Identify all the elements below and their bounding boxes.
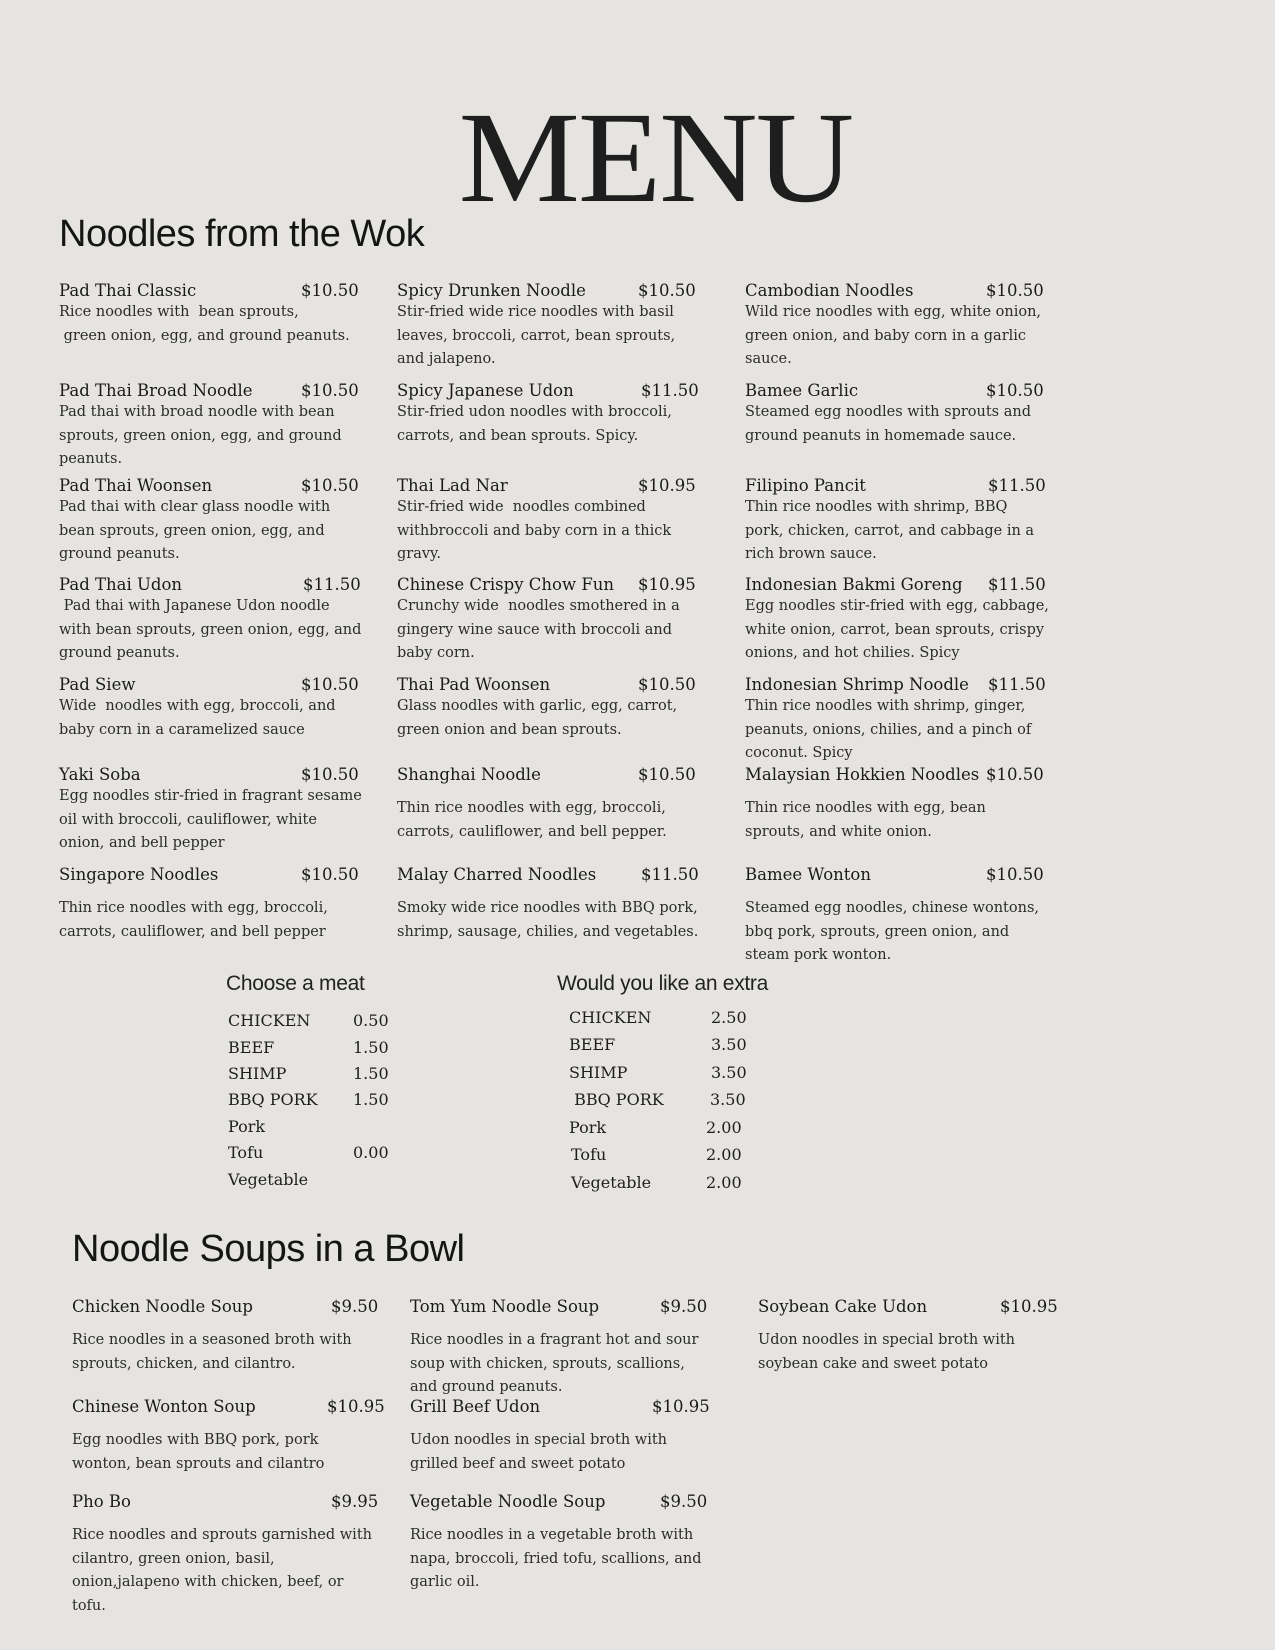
item-description-line: carrots, cauliflower, and bell pepper [59,923,326,940]
item-price: $9.50 [660,1492,708,1511]
item-name: Indonesian Bakmi Goreng [745,575,963,594]
item-description-line: pork, chicken, carrot, and cabbage in a [745,522,1035,539]
item-description-line: Egg noodles stir-fried in fragrant sesame [59,788,362,804]
item-description-line: napa, broccoli, fried tofu, scallions, and [410,1550,702,1567]
item-name: Spicy Drunken Noodle [397,281,586,300]
item-description-line: ground peanuts. [59,546,180,562]
item-description-line: Stir-fried wide rice noodles with basil [397,304,674,320]
item-description-line: garlic oil. [410,1574,480,1590]
option-price: 2.00 [706,1145,742,1164]
item-description-line: leaves, broccoli, carrot, bean sprouts, [397,327,676,344]
item-description-line: ground peanuts. [59,645,180,661]
item-description-line: carrots, and bean sprouts. Spicy. [397,427,639,444]
item-description-line: Wide noodles with egg, broccoli, and [59,698,336,714]
item-description-line: coconut. Spicy [745,745,853,761]
item-description-line: green onion, and baby corn in a garlic [745,327,1027,344]
item-description-line: Rice noodles in a vegetable broth with [410,1527,694,1543]
item-description-line: sprouts, green onion, egg, and ground [59,427,342,444]
option-price: 1.50 [353,1064,389,1083]
section-title-soups: Noodle Soups in a Bowl [72,1228,465,1270]
option-name: Vegetable [571,1173,652,1192]
item-description-line: grilled beef and sweet potato [410,1455,626,1472]
item-description-line: rich brown sauce. [745,546,877,562]
item-name: Grill Beef Udon [410,1397,541,1416]
item-price: $10.50 [986,865,1044,884]
item-description-line: peanuts, onions, chilies, and a pinch of [745,721,1032,738]
item-name: Singapore Noodles [59,865,219,884]
option-price: 2.00 [706,1173,742,1192]
item-name: Chicken Noodle Soup [72,1297,253,1316]
item-name: Vegetable Noodle Soup [410,1492,606,1511]
option-name: CHICKEN [569,1008,652,1027]
item-description-line: baby corn. [397,645,475,661]
option-price: 2.00 [706,1118,742,1137]
item-description-line: Udon noodles in special broth with [758,1332,1015,1348]
item-description-line: soup with chicken, sprouts, scallions, [410,1355,685,1372]
item-name: Spicy Japanese Udon [397,381,574,400]
item-description-line: Smoky wide rice noodles with BBQ pork, [397,900,698,916]
item-price: $11.50 [988,476,1046,495]
item-description-line: onions, and hot chilies. Spicy [745,645,960,661]
item-description-line: withbroccoli and baby corn in a thick [397,522,672,539]
item-name: Soybean Cake Udon [758,1297,928,1316]
item-price: $10.95 [327,1397,385,1416]
item-name: Shanghai Noodle [397,765,541,784]
item-price: $10.50 [986,765,1044,784]
item-description-line: shrimp, sausage, chilies, and vegetables. [397,923,699,940]
option-name: SHIMP [228,1064,287,1083]
item-price: $10.50 [301,476,359,495]
item-price: $11.50 [303,575,361,594]
item-description-line: Crunchy wide noodles smothered in a [397,598,680,614]
item-description-line: Pad thai with Japanese Udon noodle [59,598,330,614]
item-price: $10.95 [638,575,696,594]
item-name: Bamee Garlic [745,381,859,400]
item-name: Pad Siew [59,675,136,694]
section-title-wok: Noodles from the Wok [59,213,425,255]
item-description-line: Rice noodles with bean sprouts, [59,304,299,320]
item-name: Indonesian Shrimp Noodle [745,675,969,694]
item-description-line: Steamed egg noodles with sprouts and [745,404,1031,420]
item-description-line: Glass noodles with garlic, egg, carrot, [397,698,678,714]
item-name: Yaki Soba [59,765,141,784]
option-name: CHICKEN [228,1011,311,1030]
item-description-line: Egg noodles with BBQ pork, pork [72,1432,319,1448]
option-name: BEEF [228,1038,275,1057]
item-description-line: wonton, bean sprouts and cilantro [72,1455,325,1472]
item-price: $10.50 [301,675,359,694]
option-name: Pork [228,1117,266,1136]
item-description-line: ground peanuts in homemade sauce. [745,427,1017,444]
meat-choice-title: Choose a meat [226,972,365,995]
item-description-line: white onion, carrot, bean sprouts, crispy [745,621,1045,638]
item-price: $10.95 [652,1397,710,1416]
item-price: $9.50 [660,1297,708,1316]
item-description-line: Rice noodles and sprouts garnished with [72,1527,372,1543]
item-description-line: steam pork wonton. [745,947,892,963]
option-price: 1.50 [353,1090,389,1109]
item-name: Thai Pad Woonsen [397,675,551,694]
option-name: BBQ PORK [569,1090,664,1109]
item-price: $10.50 [638,765,696,784]
item-name: Malaysian Hokkien Noodles [745,765,980,784]
item-name: Thai Lad Nar [397,476,508,495]
item-price: $10.50 [638,281,696,300]
item-price: $10.50 [301,281,359,300]
item-price: $11.50 [988,675,1046,694]
item-price: $11.50 [641,381,699,400]
option-name: SHIMP [569,1063,628,1082]
item-price: $10.50 [986,281,1044,300]
item-description-line: Thin rice noodles with egg, broccoli, [59,900,328,916]
option-price: 0.50 [353,1011,389,1030]
item-name: Filipino Pancit [745,476,866,495]
item-description-line: onion, and bell pepper [59,835,225,851]
item-price: $11.50 [988,575,1046,594]
item-name: Malay Charred Noodles [397,865,597,884]
option-name: Pork [569,1118,607,1137]
item-name: Pad Thai Classic [59,281,197,300]
item-description-line: baby corn in a caramelized sauce [59,721,305,738]
item-description-line: Wild rice noodles with egg, white onion, [745,304,1042,320]
option-price: 2.50 [711,1008,747,1027]
item-description-line: Thin rice noodles with egg, bean [745,800,986,816]
item-price: $10.50 [986,381,1044,400]
option-price: 0.00 [353,1143,389,1162]
option-price: 3.50 [710,1090,746,1109]
item-description-line: Pad thai with broad noodle with bean [59,404,335,420]
item-name: Chinese Crispy Chow Fun [397,575,615,594]
item-description-line: peanuts. [59,451,123,467]
option-name: Tofu [228,1143,264,1162]
item-description-line: Thin rice noodles with egg, broccoli, [397,800,666,816]
item-name: Tom Yum Noodle Soup [410,1297,600,1316]
option-name: Tofu [571,1145,607,1164]
item-description-line: Thin rice noodles with shrimp, ginger, [745,698,1026,714]
item-name: Chinese Wonton Soup [72,1397,256,1416]
item-description-line: and jalapeno. [397,351,496,367]
option-name: BBQ PORK [228,1090,318,1109]
item-name: Pad Thai Udon [59,575,183,594]
item-description-line: Rice noodles in a fragrant hot and sour [410,1332,699,1348]
item-description-line: green onion and bean sprouts. [397,721,622,738]
option-price: 3.50 [711,1035,747,1054]
item-description-line: sprouts, and white onion. [745,823,932,840]
item-price: $10.95 [1000,1297,1058,1316]
item-description-line: Pad thai with clear glass noodle with [59,499,331,515]
item-price: $10.50 [638,675,696,694]
menu-title: MENU [458,86,853,230]
item-description-line: Steamed egg noodles, chinese wontons, [745,900,1039,916]
option-price: 1.50 [353,1038,389,1057]
item-description-line: tofu. [72,1597,106,1614]
item-name: Cambodian Noodles [745,281,914,300]
item-price: $11.50 [641,865,699,884]
item-description-line: and ground peanuts. [410,1379,563,1395]
item-name: Pho Bo [72,1492,131,1511]
item-name: Pad Thai Broad Noodle [59,381,253,400]
item-price: $10.50 [301,865,359,884]
item-description-line: Thin rice noodles with shrimp, BBQ [745,499,1008,515]
item-price: $10.50 [301,381,359,400]
item-description-line: Udon noodles in special broth with [410,1432,667,1448]
item-description-line: with bean sprouts, green onion, egg, and [59,621,362,638]
item-description-line: Stir-fried udon noodles with broccoli, [397,404,672,420]
item-description-line: soybean cake and sweet potato [758,1355,988,1372]
item-description-line: oil with broccoli, cauliflower, white [59,811,317,828]
item-description-line: Egg noodles stir-fried with egg, cabbage, [745,598,1049,614]
item-price: $9.95 [331,1492,379,1511]
item-description-line: green onion, egg, and ground peanuts. [59,327,350,344]
item-price: $10.95 [638,476,696,495]
item-description-line: sauce. [745,351,792,367]
item-name: Bamee Wonton [745,865,871,884]
item-description-line: bbq pork, sprouts, green onion, and [745,923,1010,940]
option-name: Vegetable [228,1170,309,1189]
item-description-line: gravy. [397,546,441,562]
item-price: $9.50 [331,1297,379,1316]
item-description-line: cilantro, green onion, basil, [72,1550,275,1567]
item-description-line: Stir-fried wide noodles combined [397,499,646,515]
item-description-line: bean sprouts, green onion, egg, and [59,522,325,539]
option-name: BEEF [569,1035,616,1054]
item-description-line: Rice noodles in a seasoned broth with [72,1332,352,1348]
extra-choice-title: Would you like an extra [557,972,768,995]
item-description-line: onion,jalapeno with chicken, beef, or [72,1574,344,1590]
item-description-line: carrots, cauliflower, and bell pepper. [397,823,667,840]
item-description-line: sprouts, chicken, and cilantro. [72,1355,296,1372]
item-name: Pad Thai Woonsen [59,476,213,495]
item-price: $10.50 [301,765,359,784]
item-description-line: gingery wine sauce with broccoli and [397,621,673,638]
option-price: 3.50 [711,1063,747,1082]
